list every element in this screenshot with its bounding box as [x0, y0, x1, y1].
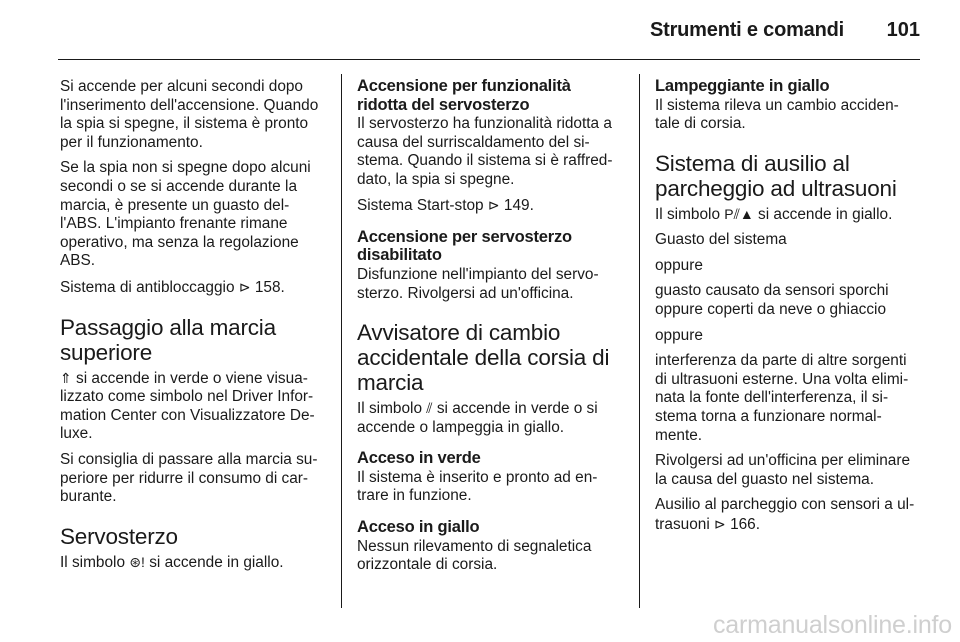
abs-reference-page[interactable]: 158.	[254, 278, 285, 296]
heading-lane-departure: Avvisatore di cambio accidentale della corsia di marcia	[357, 320, 610, 396]
parking-reference	[655, 496, 921, 534]
system-fault-text: Guasto del sistema	[655, 231, 787, 249]
parking-assist-icon: P⫽▲	[724, 205, 754, 222]
parking-symbol-paragraph	[655, 205, 921, 225]
workshop-paragraph: Rivolgersi ad un'officina per eliminare la causa del guasto nel sistema.	[655, 452, 911, 488]
heading-yellow-flashing: Lampeggiante in giallo	[655, 77, 830, 95]
heading-parking-assist: Sistema di ausilio al parcheggio ad ultrasuoni	[655, 150, 897, 201]
heading-gear-shift: Passaggio alla marcia superiore	[60, 314, 276, 365]
header-divider	[58, 59, 920, 60]
reference-arrow-icon: ⊳	[714, 516, 726, 532]
heading-reduced-steering: Accensione per funzionalità ridotta del servosterzo	[357, 77, 571, 114]
steering-text-post: si accende in giallo.	[149, 553, 284, 571]
lane-text-post: si accende in verde o si accende o lampeggia in giallo.	[357, 400, 598, 436]
green-on-paragraph: Il sistema è inserito e pronto ad en- trare in funzione.	[357, 468, 598, 505]
gear-paragraph-1-text: si accende in verde o viene visua- lizzato come simbolo nel Driver Infor- mation Center con Visualizzatore De- luxe.	[60, 369, 315, 443]
parking-reference-text: Ausilio al parcheggio con sensori a ul- trasuoni	[655, 496, 915, 533]
steering-paragraph	[60, 553, 326, 573]
column-1	[60, 78, 326, 579]
steering-text-pre: Il simbolo	[60, 553, 126, 571]
lane-paragraph	[357, 399, 625, 437]
gear-paragraph-1	[60, 369, 326, 444]
start-stop-page[interactable]: 149.	[503, 197, 534, 215]
page-number: 101	[886, 19, 920, 41]
reference-arrow-icon: ⊳	[238, 278, 251, 295]
column-divider-1	[341, 74, 342, 608]
page-header	[0, 0, 960, 60]
disabled-steering-paragraph: Disfunzione nell'impianto del servo- sterzo. Rivolgersi ad un'officina.	[357, 265, 599, 302]
start-stop-text: Sistema Start-stop	[357, 197, 484, 215]
reference-arrow-icon: ⊳	[487, 197, 500, 214]
or-text-1: oppure	[655, 256, 703, 274]
gear-paragraph-2: Si consiglia di passare alla marcia su- periore per ridurre il consumo di car- burante.	[60, 450, 318, 506]
parking-reference-page[interactable]: 166.	[730, 516, 761, 533]
heading-green-on: Acceso in verde	[357, 449, 481, 468]
section-title: Strumenti e comandi	[649, 19, 844, 41]
column-2	[357, 78, 625, 582]
yellow-flashing-paragraph: Il sistema rileva un cambio acciden- tale di corsia.	[655, 96, 899, 133]
or-text-2: oppure	[655, 326, 703, 344]
column-3	[655, 78, 921, 542]
abs-reference	[60, 278, 326, 298]
start-stop-reference	[357, 196, 625, 216]
heading-disabled-steering: Accensione per servosterzo disabilitato	[357, 227, 572, 265]
heading-power-steering: Servosterzo	[60, 523, 178, 549]
steering-warning-icon: ⊛!	[129, 553, 145, 570]
abs-paragraph-2: Se la spia non si spegne dopo alcuni secondi o se si accende durante la marcia, è presente un guasto del- l'ABS. L'impianto frenante rimane operativo, ma senza la regolazione ABS.	[60, 159, 311, 270]
interference-paragraph: interferenza da parte di altre sorgenti di ultrasuoni esterne. Una volta elimi- nata la fonte dell'interferenza, il si- stema torna a funzionare normal- mente.	[655, 352, 909, 444]
reduced-steering-block	[357, 77, 625, 216]
lane-departure-icon: ⫽	[426, 400, 433, 417]
abs-paragraph-1: Si accende per alcuni secondi dopo l'inserimento dell'accensione. Quando la spia si spegne, il sistema è pronto per il funzionamento.	[60, 78, 319, 151]
lane-text-pre: Il simbolo	[357, 400, 423, 418]
heading-yellow-on: Acceso in giallo	[357, 518, 480, 537]
parking-text-pre: Il simbolo	[655, 205, 721, 223]
upshift-indicator-icon: ⇑	[60, 369, 72, 386]
abs-reference-text: Sistema di antibloccaggio	[60, 278, 235, 296]
yellow-on-paragraph: Nessun rilevamento di segnaletica orizzontale di corsia.	[357, 537, 592, 574]
column-divider-2	[639, 74, 640, 608]
reduced-steering-paragraph: Il servosterzo ha funzionalità ridotta a causa del surriscaldamento del si- stema. Quando il sistema si è raffred- dato, la spia si spegne.	[357, 115, 613, 188]
dirty-sensors-paragraph: guasto causato da sensori sporchi oppure coperti da neve o ghiaccio	[655, 282, 889, 319]
parking-text-post: si accende in giallo.	[758, 205, 893, 223]
site-watermark: carmanualsonline.info	[712, 611, 952, 639]
